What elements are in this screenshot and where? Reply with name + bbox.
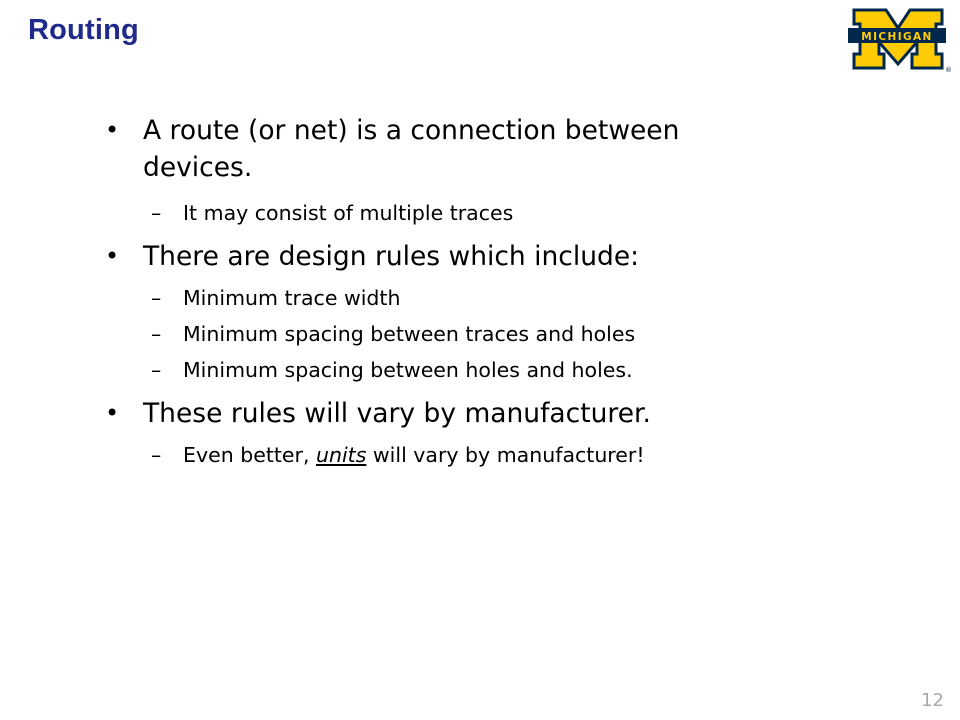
sub-bullet-item <box>105 442 785 468</box>
bullet-glyph: • <box>105 116 120 144</box>
bullet-text: These rules will vary by manufacturer. <box>143 398 651 429</box>
logo-wordmark: MICHIGAN <box>861 31 933 43</box>
sub-bullet-item <box>105 357 785 383</box>
sub-bullet-text: Minimum spacing between traces and holes <box>183 322 636 346</box>
bullet-glyph: • <box>105 242 120 270</box>
sub-bullet-text <box>183 443 645 467</box>
michigan-logo-icon <box>846 6 950 72</box>
dash-glyph: – <box>151 358 162 382</box>
sub-bullet-text: Minimum spacing between holes and holes. <box>183 358 633 382</box>
bullet-text: There are design rules which include: <box>143 241 640 272</box>
sub-bullet-text: Minimum trace width <box>183 286 401 310</box>
slide-title: Routing <box>28 14 139 46</box>
bullet-glyph: • <box>105 399 120 427</box>
logo-trademark: ® <box>945 66 952 74</box>
bullet-item <box>105 395 785 432</box>
bullet-item <box>105 112 785 186</box>
dash-glyph: – <box>151 201 162 225</box>
sub-bullet-item <box>105 321 785 347</box>
bullet-item <box>105 238 785 275</box>
sub-bullet-item <box>105 285 785 311</box>
sub-bullet-text-after: will vary by manufacturer! <box>366 443 645 467</box>
slide-body <box>105 112 785 468</box>
sub-bullet-text: It may consist of multiple traces <box>183 201 514 225</box>
page-number: 12 <box>921 690 944 711</box>
sub-bullet-text-before: Even better, <box>183 443 316 467</box>
dash-glyph: – <box>151 322 162 346</box>
dash-glyph: – <box>151 443 162 467</box>
sub-bullet-item <box>105 200 785 226</box>
dash-glyph: – <box>151 286 162 310</box>
emphasized-word: units <box>315 443 367 467</box>
bullet-text: A route (or net) is a connection between devices. <box>143 115 680 183</box>
